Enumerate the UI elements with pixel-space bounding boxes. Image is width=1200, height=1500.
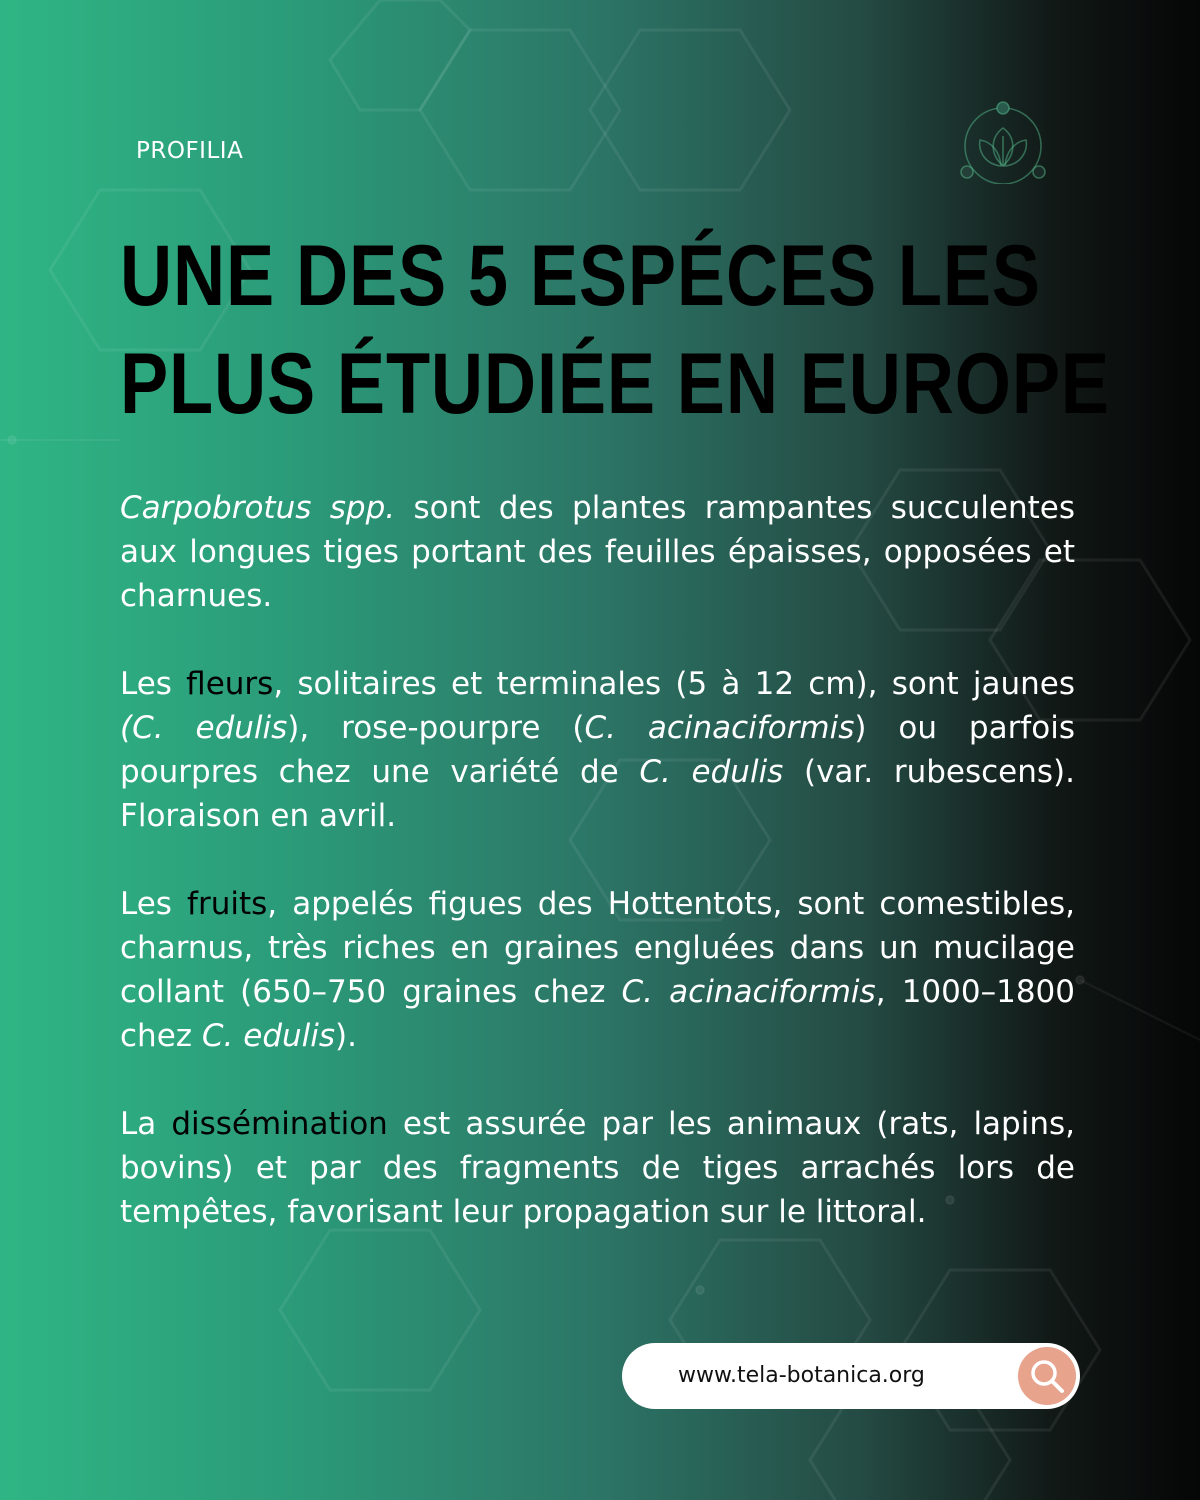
paragraph-text: ). (335, 1018, 357, 1054)
paragraph-fruits (120, 882, 1075, 1058)
search-icon (1027, 1356, 1067, 1396)
body-text (120, 486, 1075, 1278)
paragraph-text: , 1000–1800 chez (120, 974, 1075, 1054)
paragraph-dissemination (120, 1102, 1075, 1234)
page-title (120, 222, 1110, 438)
website-url[interactable]: www.tela-botanica.org (678, 1363, 925, 1388)
paragraph-text: La (120, 1106, 172, 1142)
leaf-logo-icon (958, 100, 1050, 184)
paragraph-text: , appelés figues des Hottentots, sont comestibles, charnus, très riches en graines engluées dans un mucilage collant (650–750 graines chez (120, 886, 1075, 1010)
paragraph-text: Les (120, 886, 188, 922)
paragraph-text: , solitaires et terminales (5 à 12 cm), sont jaunes (273, 666, 1075, 702)
paragraph-text: ) ou parfois pourpres chez une variété de (120, 710, 1075, 790)
paragraph-text: (var. rubescens). Floraison en avril. (120, 754, 1075, 834)
paragraph-description (120, 486, 1075, 618)
paragraph-text: est assurée par les animaux (rats, lapins, bovins) et par des fragments de tiges arrachés lors de tempêtes, favorisant leur propagation sur le littoral. (120, 1106, 1075, 1230)
brand-name: PROFILIA (136, 138, 244, 164)
paragraph-text: ), rose-pourpre ( (287, 710, 585, 746)
species-name: Carpobrotus spp. (120, 490, 396, 526)
species-name: C. edulis (201, 1018, 336, 1054)
keyword-flowers: fleurs (186, 666, 274, 702)
paragraph-text: sont des plantes rampantes succulentes aux longues tiges portant des feuilles épaisses, opposées et charnues. (120, 490, 1075, 614)
paragraph-flowers (120, 662, 1075, 838)
title-line-2: PLUS ÉTUDIÉE EN EUROPE (120, 336, 1110, 432)
species-name: C. edulis (639, 754, 784, 790)
species-name: (C. edulis (120, 710, 288, 746)
species-name: C. acinaciformis (584, 710, 855, 746)
keyword-fruits: fruits (187, 886, 268, 922)
title-line-1: UNE DES 5 ESPÉCES LES (120, 228, 1041, 324)
species-name: C. acinaciformis (621, 974, 876, 1010)
keyword-dissemination: dissémination (171, 1106, 388, 1142)
search-button[interactable] (1018, 1347, 1076, 1405)
paragraph-text: Les (120, 666, 187, 702)
search-bar[interactable] (622, 1343, 1080, 1409)
